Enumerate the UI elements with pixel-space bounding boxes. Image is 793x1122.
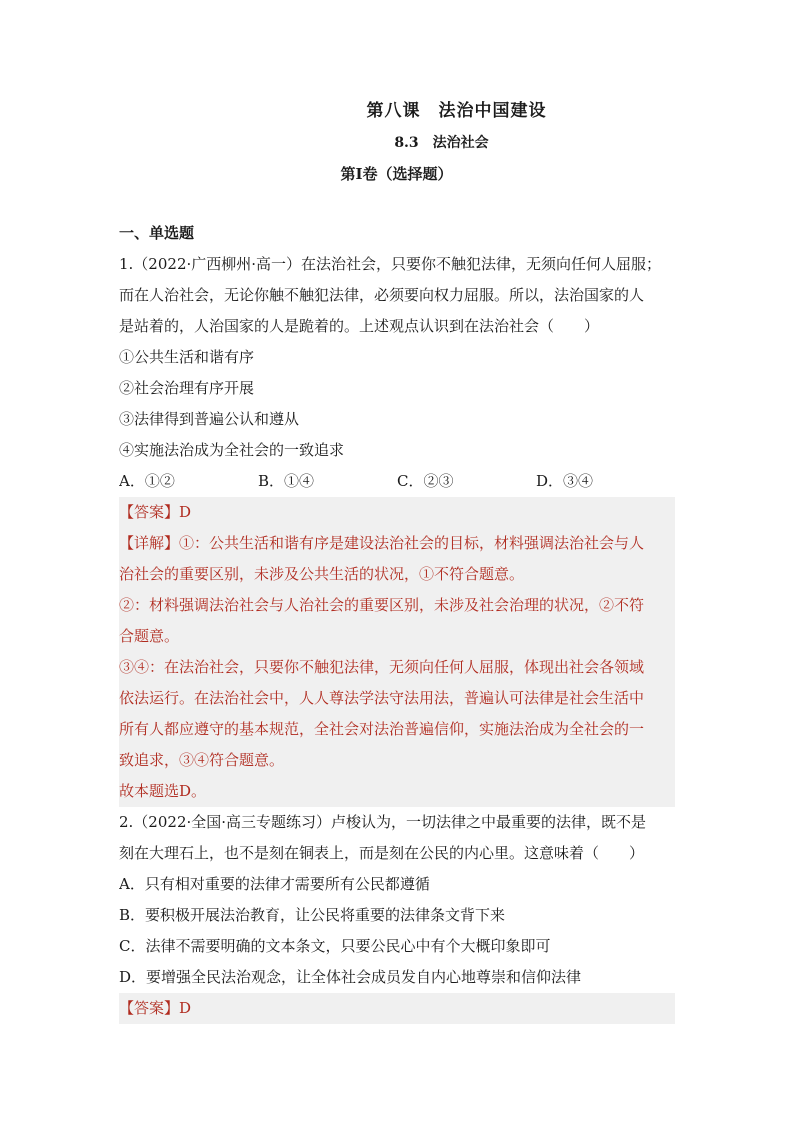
question-2 [119,807,675,1024]
statement-item: ④实施法治成为全社会的一致追求 [119,441,345,459]
section-heading: 一、单选题 [119,224,195,242]
option-b: B．①④ [258,472,315,490]
answer-explanation-block [119,497,675,807]
question-text-line: 是站着的，人治国家的人是跪着的。上述观点认识到在法治社会（ ） [119,317,600,335]
question-text-line: 1.（2022·广西柳州·高一）在法治社会，只要你不触犯法律，无须向任何人屈服； [119,255,662,273]
answer-label: 【答案】D [119,503,192,521]
statement-item: ①公共生活和谐有序 [119,348,255,366]
section-title: 8.3 法治社会 [394,135,489,151]
option-d: D．要增强全民法治观念，让全体社会成员发自内心地尊崇和信仰法律 [119,968,582,986]
detail-line: 所有人都应遵守的基本规范，全社会对法治普遍信仰，实施法治成为全社会的一 [119,720,645,738]
detail-line: 依法运行。在法治社会中，人人尊法学法守法用法，普遍认可法律是社会生活中 [119,689,645,707]
option-a: A．①② [119,472,175,490]
statement-item: ②社会治理有序开展 [119,379,255,397]
answer-label: 【答案】D [119,999,192,1017]
statement-item: ③法律得到普遍公认和遵从 [119,410,300,428]
document-body [119,218,675,1024]
option-a: A．只有相对重要的法律才需要所有公民都遵循 [119,875,430,893]
detail-line: 故本题选D。 [119,782,207,800]
option-b: B．要积极开展法治教育，让公民将重要的法律条文背下来 [119,906,506,924]
option-c: C．法律不需要明确的文本条文，只要公民心中有个大概印象即可 [119,937,551,955]
question-text-line: 而在人治社会，无论你触不触犯法律，必须要向权力屈服。所以，法治国家的人 [119,286,645,304]
answer-explanation-block [119,993,675,1024]
detail-line: ③④：在法治社会，只要你不触犯法律，无须向任何人屈服，体现出社会各领域 [119,658,645,676]
detail-line: ②：材料强调法治社会与人治社会的重要区别，未涉及社会治理的状况，②不符 [119,596,645,614]
answer-options [119,466,675,497]
question-text-line: 刻在大理石上，也不是刻在铜表上，而是刻在公民的内心里。这意味着（ ） [119,844,645,862]
detail-line: 致追求，③④符合题意。 [119,751,285,769]
detail-line: 【详解】①：公共生活和谐有序是建设法治社会的目标，材料强调法治社会与人 [119,534,645,552]
question-1 [119,249,675,807]
detail-line: 治社会的重要区别，未涉及公共生活的状况，①不符合题意。 [119,565,525,583]
lesson-title: 第八课 法治中国建设 [366,101,547,121]
volume-title: 第Ⅰ卷（选择题） [340,165,453,183]
question-text-line: 2.（2022·全国·高三专题练习）卢梭认为，一切法律之中最重要的法律，既不是 [119,813,647,831]
option-d: D．③④ [536,472,594,490]
detail-line: 合题意。 [119,627,180,645]
option-c: C．②③ [397,472,454,490]
